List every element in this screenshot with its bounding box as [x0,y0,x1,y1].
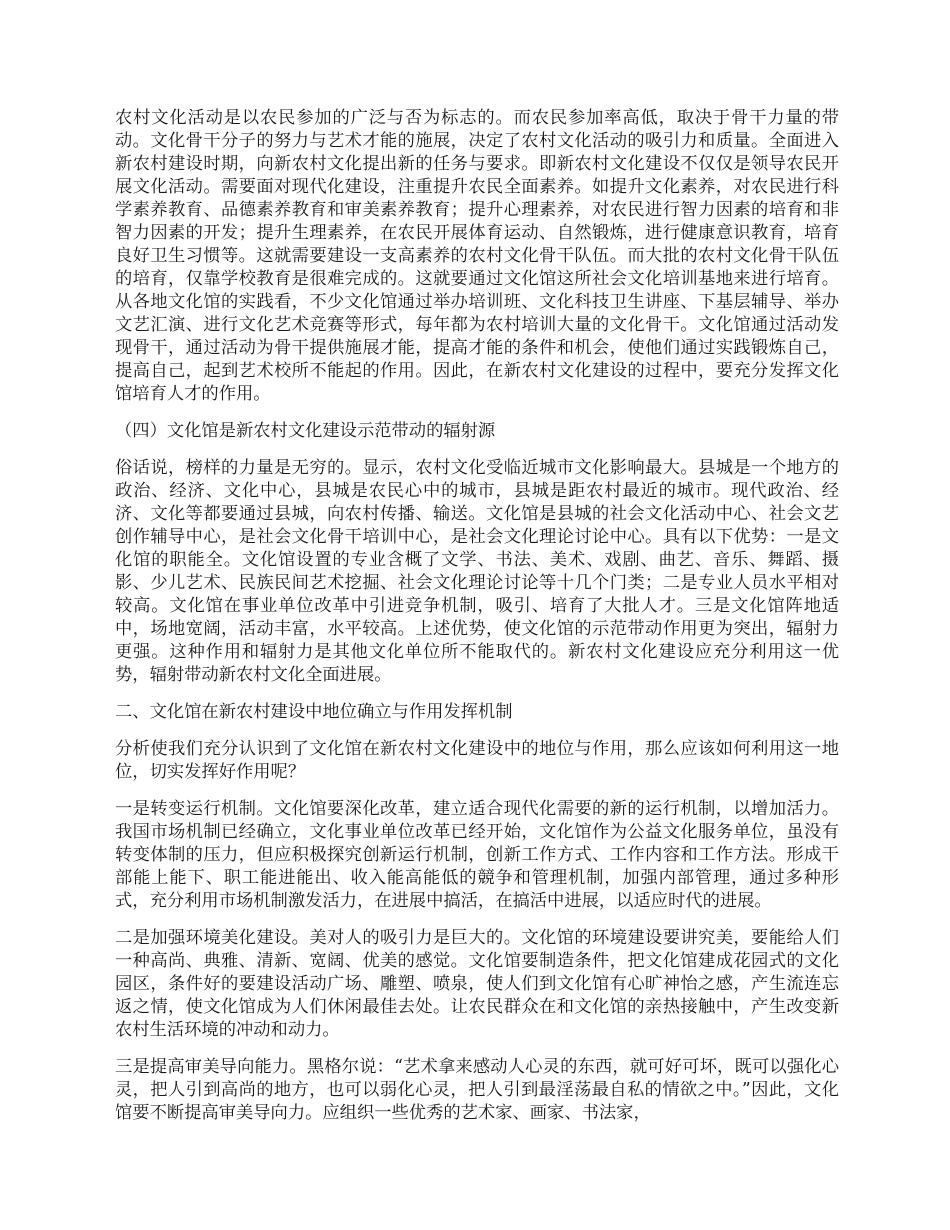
document-body [115,107,839,1139]
paragraph-mechanism-3: 三是提高审美导向能力。黑格尔说：“艺术拿来感动人心灵的东西，就可好可坏，既可以强化心灵，把人引到高尚的地方，也可以弱化心灵，把人引到最淫荡最自私的情欲之中。”因此，文化馆要不断提高审美导向力。应组织一些优秀的艺术家、画家、书法家， [115,1057,839,1123]
section-heading-4: （四）文化馆是新农村文化建设示范带动的辐射源 [115,421,496,441]
paragraph-intro-question: 分析使我们充分认识到了文化馆在新农村文化建设中的地位与作用，那么应该如何利用这一地位，切实发挥好作用呢？ [115,739,839,782]
paragraph-cultural-backbone: 农村文化活动是以农民参加的广泛与否为标志的。而农民参加率高低，取决于骨干力量的带动。文化骨干分子的努力与艺术才能的施展，决定了农村文化活动的吸引力和质量。全面进入新农村建设时期，向新农村文化提出新的任务与要求。即新农村文化建设不仅仅是领导农民开展文化活动。需要面对现代化建设，注重提升农民全面素养。如提升文化素养，对农民进行科学素养教育、品德素养教育和审美素养教育；提升心理素养，对农民进行智力因素的培育和非智力因素的开发；提升生理素养，在农民开展体育运动、自然锻炼，进行健康意识教育，培育良好卫生习惯等。这就需要建设一支高素养的农村文化骨干队伍。而大批的农村文化骨干队伍的培育，仅靠学校教育是很难完成的。这就要通过文化馆这所社会文化培训基地来进行培育。从各地文化馆的实践看，不少文化馆通过举办培训班、文化科技卫生讲座、下基层辅导、举办文艺汇演、进行文化艺术竞赛等形式，每年都为农村培训大量的文化骨干。文化馆通过活动发现骨干，通过活动为骨干提供施展才能，提高才能的条件和机会，使他们通过实践锻炼自己，提高自己，起到艺术校所不能起的作用。因此，在新农村文化建设的过程中，要充分发挥文化馆培育人才的作用。 [115,108,839,404]
paragraph-mechanism-2: 二是加强环境美化建设。美对人的吸引力是巨大的。文化馆的环境建设要讲究美，要能给人们一种高尚、典雅、清新、宽阔、优美的感觉。文化馆要制造条件，把文化馆建成花园式的文化园区，条件好的要建设活动广场、雕塑、喷泉，使人们到文化馆有心旷神怡之感，产生流连忘返之情，使文化馆成为人们休闲最佳去处。让农民群众在和文化馆的亲热接触中，产生改变新农村生活环境的冲动和动力。 [115,928,839,1040]
paragraph-mechanism-1: 一是转变运行机制。文化馆要深化改革，建立适合现代化需要的新的运行机制，以增加活力。我国市场机制已经确立，文化事业单位改革已经开始，文化馆作为公益文化服务单位，虽没有转变体制的压力，但应积极探究创新运行机制，创新工作方式、工作内容和工作方法。形成干部能上能下、职工能进能出、收入能高能低的競争和管理机制，加强内部管理，通过多种形式，充分利用市场机制激发活力，在进展中搞活，在搞活中进展，以适应时代的进展。 [115,799,839,911]
section-heading-2: 二、文化馆在新农村建设中地位确立与作用发挥机制 [115,702,513,722]
paragraph-radiation-source: 俗话说，榜样的力量是无穷的。显示，农村文化受临近城市文化影响最大。县城是一个地方的政治、经济、文化中心，县城是农民心中的城市，县城是距农村最近的城市。现代政治、经济、文化等都要通过县城，向农村传播、输送。文化馆是县城的社会文化活动中心、社会文艺创作辅导中心，是社会文化骨干培训中心，是社会文化理论讨论中心。具有以下优势：一是文化馆的职能全。文化馆设置的专业含概了文学、书法、美术、戏剧、曲艺、音乐、舞蹈、摄影、少儿艺术、民族民间艺术挖掘、社会文化理论讨论等十几个门类；二是专业人员水平相对较高。文化馆在事业单位改革中引进竞争机制，吸引、培育了大批人才。三是文化馆阵地适中，场地宽阔，活动丰富，水平较高。上述优势，使文化馆的示范带动作用更为突出，辐射力更强。这种作用和辐射力是其他文化单位所不能取代的。新农村文化建设应充分利用这一优势，辐射带动新农村文化全面进展。 [115,458,839,685]
